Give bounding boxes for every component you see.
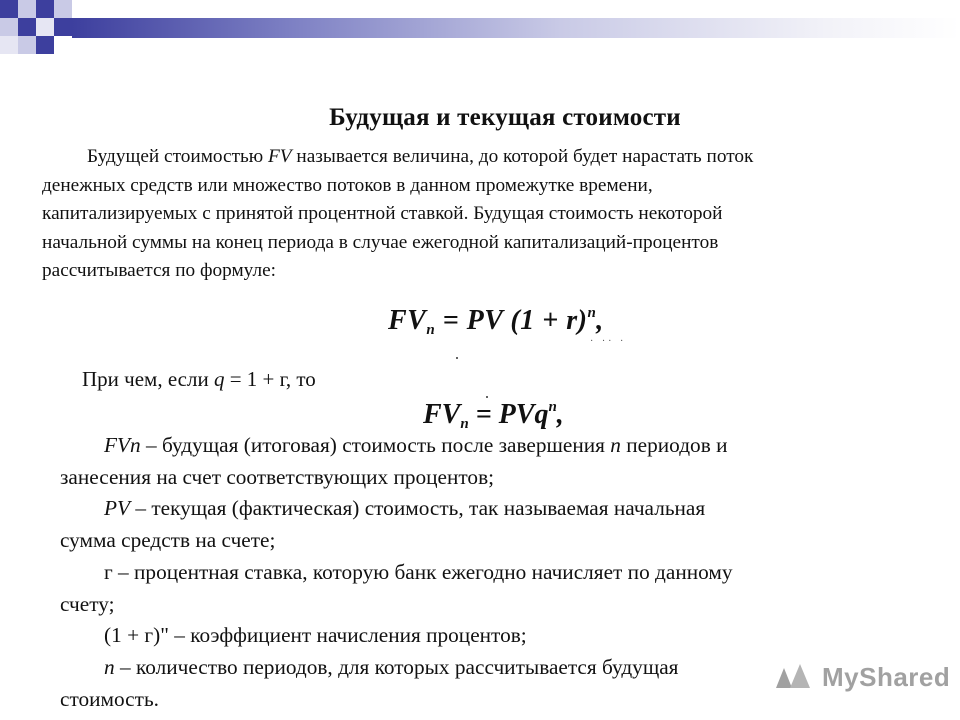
deco-square — [36, 36, 54, 54]
header-decoration — [0, 0, 960, 60]
q-substitution-line: При чем, если q = 1 + г, то — [82, 367, 316, 391]
deco-square — [18, 0, 36, 18]
header-gradient-band — [72, 18, 960, 38]
formula-future-value-q: $FV_n = PVq^n$, — [423, 399, 564, 432]
scan-specks: · ·· · — [590, 336, 627, 347]
deco-square — [54, 0, 72, 18]
slide-title: Будущая и текущая стоимости — [329, 104, 681, 131]
definition-fvn: FVn – будущая (итоговая) стоимость после завершения n периодов и — [104, 433, 728, 457]
paragraph-line: начальной суммы на конец периода в случае ежегодной капитализаций-процентов — [42, 231, 719, 253]
paragraph-line: рассчитывается по формуле: — [42, 260, 276, 281]
deco-square — [18, 36, 36, 54]
definition-periods: n – количество периодов, для которых рассчитывается будущая — [104, 654, 679, 679]
deco-square — [0, 18, 18, 36]
watermark-text: MyShared — [822, 661, 951, 692]
paragraph-line: капитализируемых с принятой процентной ставкой. Будущая стоимость некоторой — [42, 203, 723, 224]
fv-term: FV — [268, 146, 292, 167]
definition-rate: г – процентная ставка, которую банк ежегодно начисляет по данному — [104, 559, 733, 584]
definition-coefficient: (1 + г)" – коэффициент начисления процентов; — [104, 623, 527, 648]
paragraph-line: Будущей стоимостью FV называется величина, до которой будет нарастать поток — [87, 146, 754, 167]
watermark — [772, 660, 950, 694]
definition-rate-cont: счету; — [60, 591, 115, 616]
scan-dot — [486, 396, 488, 398]
deco-square — [0, 0, 18, 18]
deco-square — [0, 36, 18, 54]
deco-square — [36, 0, 54, 18]
deco-square — [36, 18, 54, 36]
definition-periods-cont: стоимость. — [60, 686, 159, 711]
deco-square — [18, 18, 36, 36]
formula-future-value: $FV_n$ = PV $(1 + r)^n$, — [388, 305, 604, 338]
intro-paragraph — [42, 143, 922, 286]
definition-fvn-cont: занесения на счет соответствующих процентов; — [60, 464, 495, 489]
watermark-logo-icon — [772, 662, 816, 692]
paragraph-line: денежных средств или множество потоков в данном промежутке времени, — [42, 174, 653, 196]
deco-square — [54, 18, 72, 36]
definition-pv-cont: сумма средств на счете; — [60, 528, 276, 553]
definition-pv: PV – текущая (фактическая) стоимость, так называемая начальная — [104, 496, 706, 521]
scan-dot — [456, 357, 458, 359]
